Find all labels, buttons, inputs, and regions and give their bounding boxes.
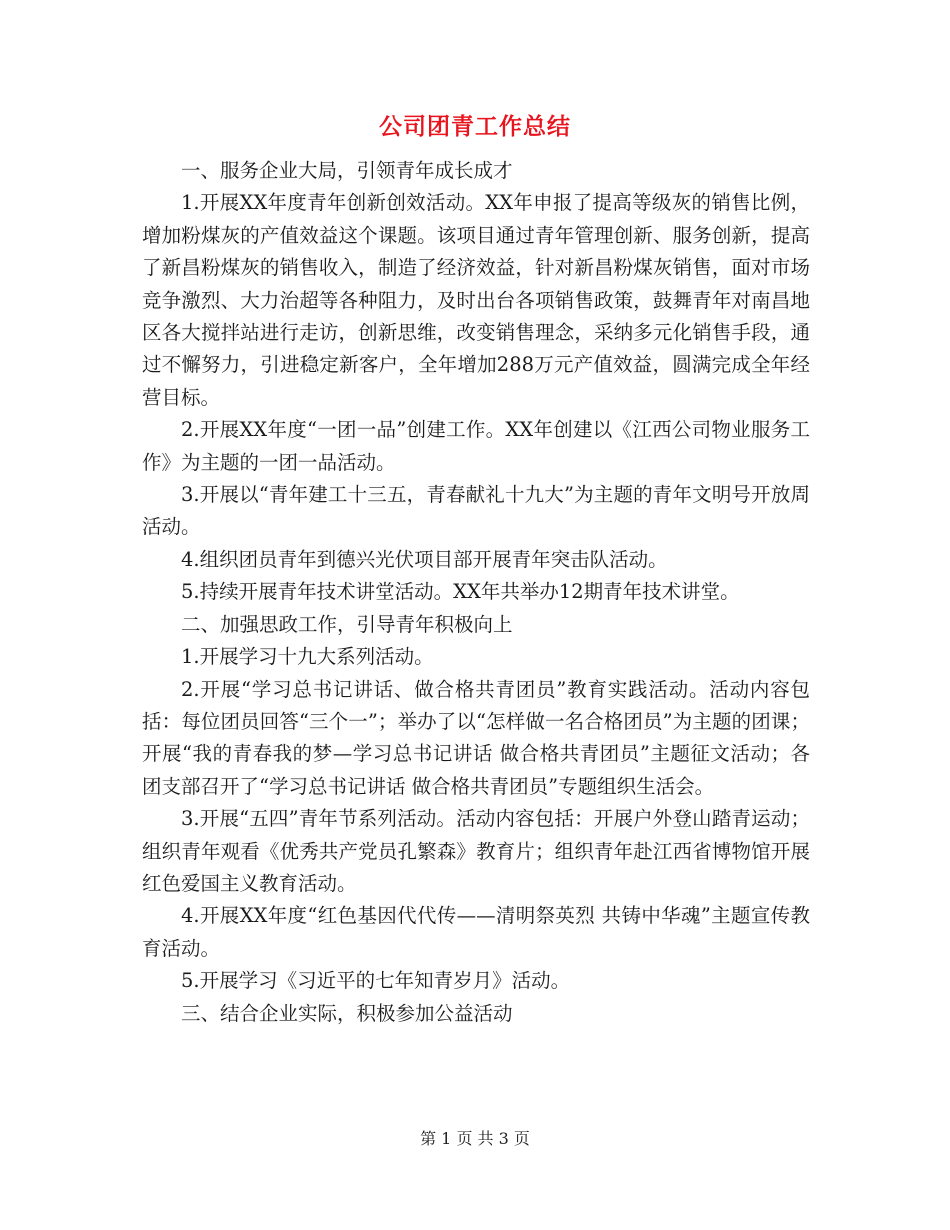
section-heading-3: 三、结合企业实际，积极参加公益活动 <box>181 1001 513 1025</box>
paragraph: 1.开展XX年度青年创新创效活动。XX年申报了提高等级灰的销售比例，增加粉煤灰的产值效益这个课题。该项目通过青年管理创新、服务创新，提高了新昌粉煤灰的销售收入，制造了经济效益，针对新昌粉煤灰销售，面对市场竞争激烈、大力治超等各种阻力，及时出台各项销售政策，鼓舞青年对南昌地区各大搅拌站进行走访，创新思维，改变销售理念，采纳多元化销售手段，通过不懈努力，引进稳定新客户，全年增加288万元产值效益，圆满完成全年经营目标。 <box>142 191 810 409</box>
paragraph: 5.持续开展青年技术讲堂活动。XX年共举办12期青年技术讲堂。 <box>181 580 740 604</box>
document-body <box>142 155 810 1030</box>
paragraph: 4.开展XX年度“红色基因代代传——清明祭英烈 共铸中华魂”主题宣传教育活动。 <box>142 904 810 960</box>
section-heading-1: 一、服务企业大局，引领青年成长成才 <box>181 159 513 182</box>
paragraph: 3.开展“五四”青年节系列活动。活动内容包括：开展户外登山踏青运动；组织青年观看《优秀共产党员孔繁森》教育片；组织青年赴江西省博物馆开展红色爱国主义教育活动。 <box>142 807 810 895</box>
paragraph: 1.开展学习十九大系列活动。 <box>181 645 434 669</box>
paragraph: 2.开展XX年度“一团一品”创建工作。XX年创建以《江西公司物业服务工作》为主题的一团一品活动。 <box>142 418 810 474</box>
paragraph: 3.开展以“青年建工十三五，青春献礼十九大”为主题的青年文明号开放周活动。 <box>142 483 810 539</box>
paragraph: 4.组织团员青年到德兴光伏项目部开展青年突击队活动。 <box>181 547 668 571</box>
document-title: 公司团青工作总结 <box>379 114 571 140</box>
page-footer: 第 1 页 共 3 页 <box>420 1129 530 1148</box>
section-heading-2: 二、加强思政工作，引导青年积极向上 <box>181 612 513 636</box>
paragraph: 2.开展“学习总书记讲话、做合格共青团员”教育实践活动。活动内容包括：每位团员回答“三个一”；举办了以“怎样做一名合格团员”为主题的团课；开展“我的青春我的梦—学习总书记讲话 做合格共青团员”主题征文活动；各团支部召开了“学习总书记讲话 做合格共青团员”专题组织生活会。 <box>142 677 810 798</box>
paragraph: 5.开展学习《习近平的七年知青岁月》活动。 <box>181 969 571 993</box>
